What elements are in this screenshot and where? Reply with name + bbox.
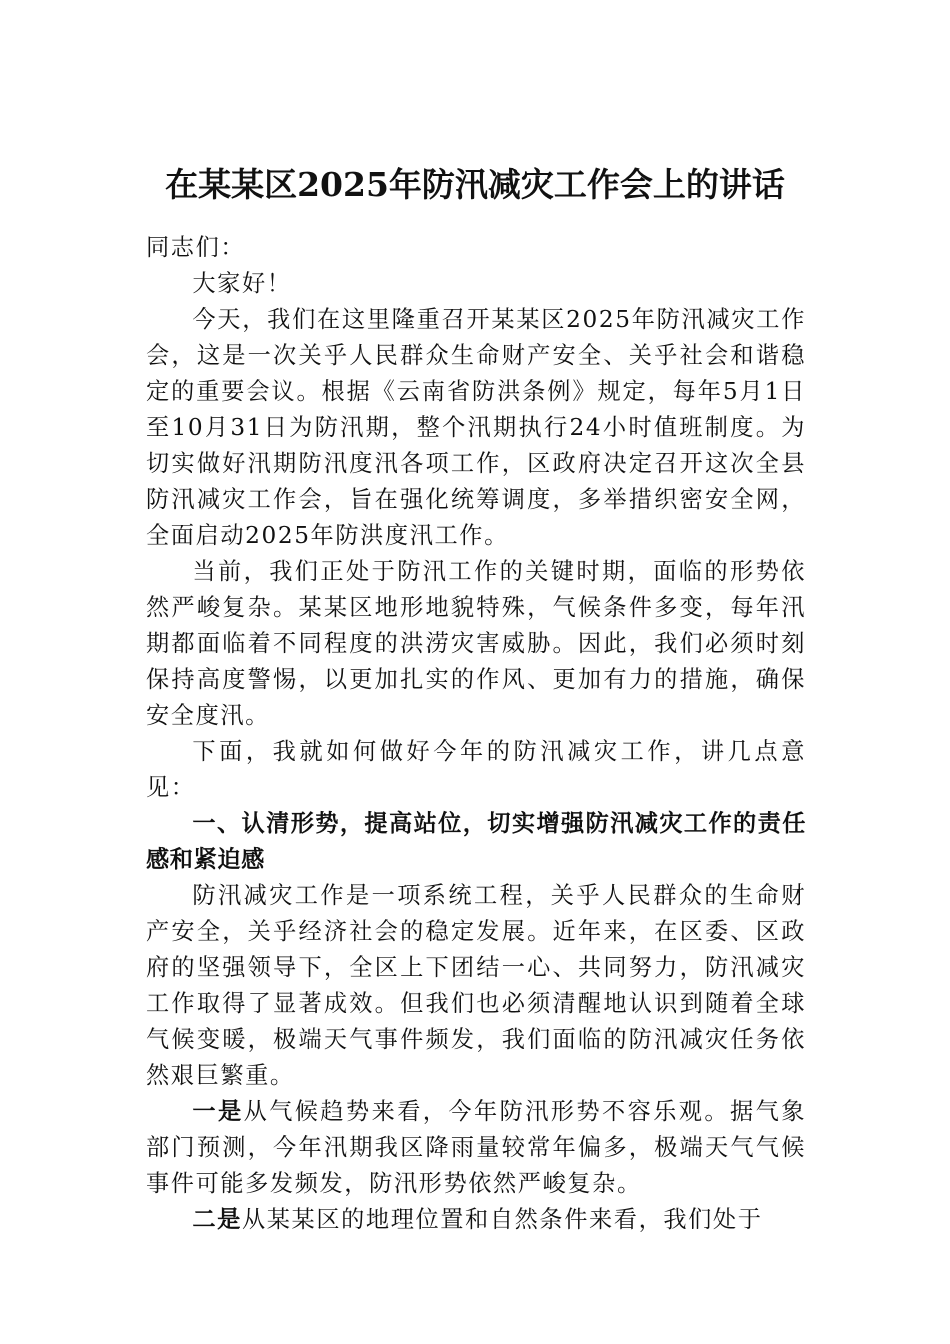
- paragraph: 下面，我就如何做好今年的防汛减灾工作，讲几点意见：: [146, 738, 806, 801]
- point-text: 从气候趋势来看，今年防汛形势不容乐观。据气象部门预测，今年汛期我区降雨量较常年偏多，极端天气气候事件可能多发频发，防汛形势依然严峻复杂。: [146, 1098, 806, 1197]
- salutation: 同志们：: [146, 234, 246, 261]
- document-body: [146, 230, 806, 1238]
- point-paragraph: [146, 1094, 806, 1202]
- point-lead: 一是: [192, 1098, 244, 1125]
- paragraph: 防汛减灾工作是一项系统工程，关乎人民群众的生命财产安全，关乎经济社会的稳定发展。近年来，在区委、区政府的坚强领导下，全区上下团结一心、共同努力，防汛减灾工作取得了显著成效。但我们也必须清醒地认识到随着全球气候变暖，极端天气事件频发，我们面临的防汛减灾任务依然艰巨繁重。: [146, 882, 806, 1089]
- point-text: 从某某区的地理位置和自然条件来看，我们处于: [241, 1206, 763, 1233]
- paragraph: 今天，我们在这里隆重召开某某区2025年防汛减灾工作会，这是一次关乎人民群众生命财产安全、关乎社会和谐稳定的重要会议。根据《云南省防洪条例》规定，每年5月1日至10月31日为防汛期，整个汛期执行24小时值班制度。为切实做好汛期防汛度汛各项工作，区政府决定召开这次全县防汛减灾工作会，旨在强化统筹调度，多举措织密安全网，全面启动2025年防洪度汛工作。: [146, 306, 806, 549]
- point-lead: 二是: [192, 1206, 242, 1233]
- section-heading: 一、认清形势，提高站位，切实增强防汛减灾工作的责任感和紧迫感: [146, 810, 806, 873]
- paragraph: 当前，我们正处于防汛工作的关键时期，面临的形势依然严峻复杂。某某区地形地貌特殊，气候条件多变，每年汛期都面临着不同程度的洪涝灾害威胁。因此，我们必须时刻保持高度警惕，以更加扎实的作风、更加有力的措施，确保安全度汛。: [146, 558, 806, 729]
- point-paragraph: [146, 1202, 806, 1238]
- document-title: 在某某区2025年防汛减灾工作会上的讲话: [165, 165, 785, 204]
- greeting: 大家好！: [192, 270, 292, 297]
